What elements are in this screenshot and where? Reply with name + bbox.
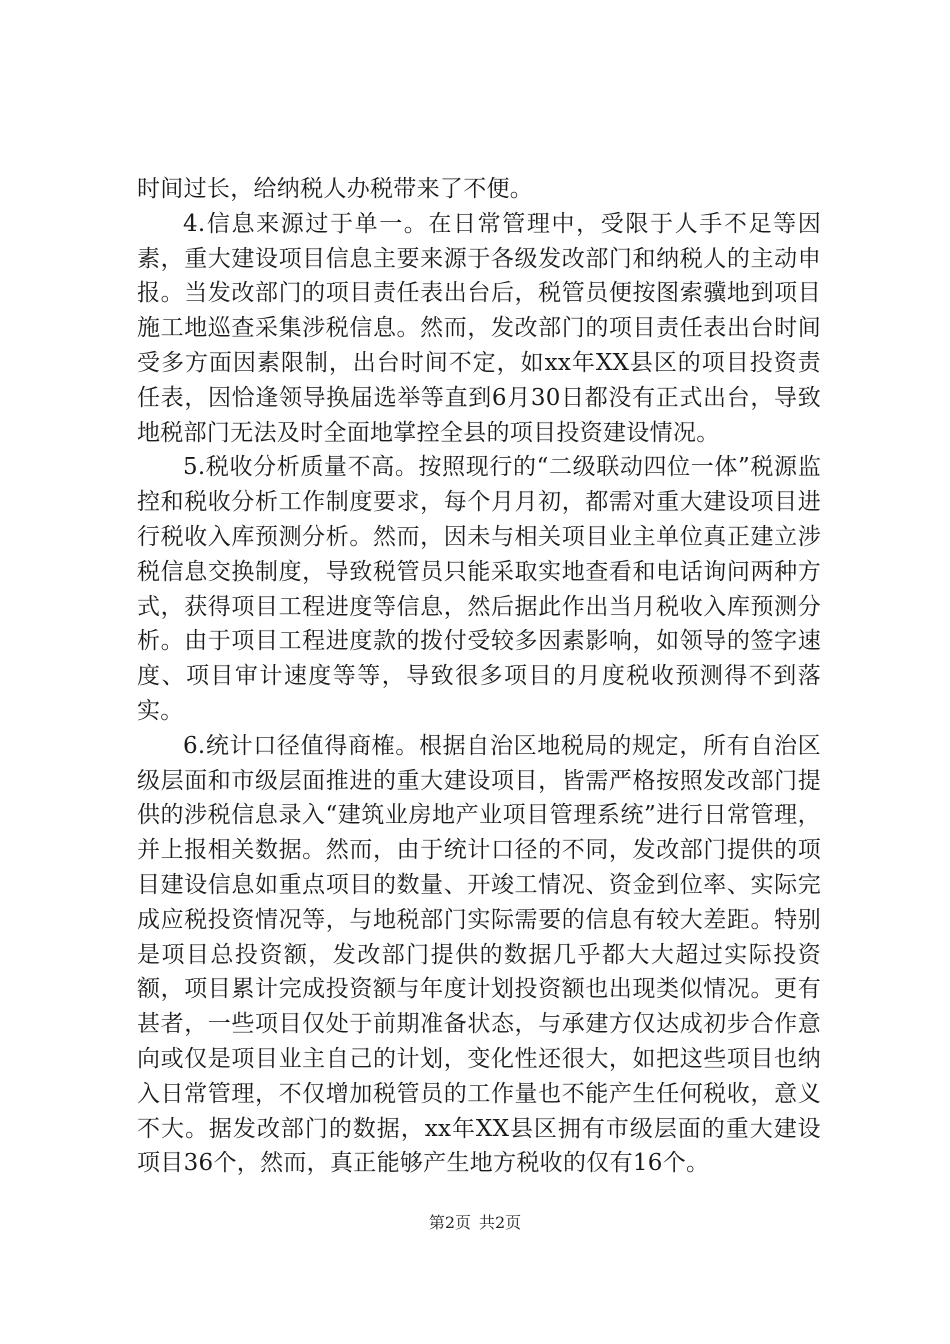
document-body xyxy=(137,172,821,1181)
paragraph-item-5: 5.税收分析质量不高。按照现行的“二级联动四位一体”税源监控和税收分析工作制度要求，每个月月初，都需对重大建设项目进行税收入库预测分析。然而，因未与相关项目业主单位真正建立涉税信息交换制度，导致税管员只能采取实地查看和电话询问两种方式，获得项目工程进度等信息，然后据此作出当月税收入库预测分析。由于项目工程进度款的拨付受较多因素影响，如领导的签字速度、项目审计速度等等，导致很多项目的月度税收预测得不到落实。 xyxy=(137,454,821,724)
page-total: 共2页 xyxy=(479,1213,522,1232)
paragraph-item-6: 6.统计口径值得商榷。根据自治区地税局的规定，所有自治区级层面和市级层面推进的重大建设项目，皆需严格按照发改部门提供的涉税信息录入“建筑业房地产业项目管理系统”进行日常管理，并上报相关数据。然而，由于统计口径的不同，发改部门提供的项目建设信息如重点项目的数量、开竣工情况、资金到位率、实际完成应税投资情况等，与地税部门实际需要的信息有较大差距。特别是项目总投资额，发改部门提供的数据几乎都大大超过实际投资额，项目累计完成投资额与年度计划投资额也出现类似情况。更有甚者，一些项目仅处于前期准备状态，与承建方仅达成初步合作意向或仅是项目业主自己的计划，变化性还很大，如把这些项目也纳入日常管理，不仅增加税管员的工作量也不能产生任何税收，意义不大。据发改部门的数据，xx年XX县区拥有市级层面的重大建设项目36个，然而，真正能够产生地方税收的仅有16个。 xyxy=(137,732,821,1177)
paragraph-continuation: 时间过长，给纳税人办税带来了不便。 xyxy=(137,176,534,202)
page-footer xyxy=(0,1213,950,1233)
page-number: 第2页 xyxy=(428,1213,471,1232)
paragraph-item-4: 4.信息来源过于单一。在日常管理中，受限于人手不足等因素，重大建设项目信息主要来源于各级发改部门和纳税人的主动申报。当发改部门的项目责任表出台后，税管员便按图索骥地到项目施工地巡查采集涉税信息。然而，发改部门的项目责任表出台时间受多方面因素限制，出台时间不定，如xx年XX县区的项目投资责任表，因恰逢领导换届选举等直到6月30日都没有正式出台，导致地税部门无法及时全面地掌控全县的项目投资建设情况。 xyxy=(137,210,821,446)
